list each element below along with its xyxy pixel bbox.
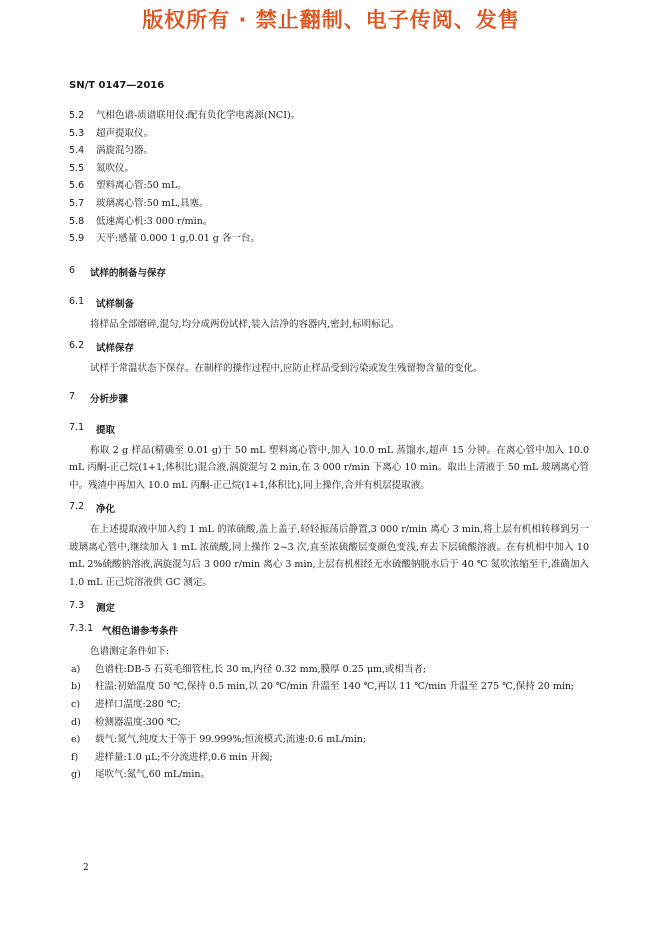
list-item: d) 检测器温度:300 ℃; (71, 716, 181, 728)
list-item: a) 色谱柱:DB-5 石英毛细管柱,长 30 m,内径 0.32 mm,膜厚 0.25 μm,或相当者; (71, 663, 427, 675)
section-6-heading: 6 试样的制备与保存 (69, 264, 167, 279)
document-body (69, 107, 589, 784)
list-item: 5.6 塑料离心管:50 mL。 (69, 180, 187, 192)
section-6-1-text: 将样品全部磨碎,混匀,均分成两份试样,装入洁净的容器内,密封,标明标记。 (90, 318, 400, 330)
conditions-intro: 色谱测定条件如下: (90, 646, 170, 658)
list-item: 5.7 玻璃离心管:50 mL,具塞。 (69, 197, 209, 209)
section-6-2-heading: 6.2 试样保存 (69, 340, 135, 355)
copyright-banner: 版权所有 · 禁止翻制、电子传阅、发售 (142, 8, 520, 32)
section-7-2-heading: 7.2 净化 (69, 501, 116, 516)
section-7-1-text: 称取 2 g 样品(精确至 0.01 g)于 50 mL 塑料离心管中,加入 10.0 mL 蒸馏水,超声 15 分钟。在离心管中加入 10.0 mL 丙酮-正己烷(1+1,体积比)混合液,涡旋混匀 2 min,在 3 000 r/min 下离心 10 min。取出上清液于 50 mL 玻璃离心管中。残渣中再加入 10.0 mL 丙酮-正己烷(1+1,体积比),同上操作,合并有机层提取液。 (69, 444, 589, 491)
list-item: 5.8 低速离心机:3 000 r/min。 (69, 215, 213, 227)
section-6-1-heading: 6.1 试样制备 (69, 295, 135, 310)
section-6-2-text: 试样于常温状态下保存。在制样的操作过程中,应防止样品受到污染或发生残留物含量的变化。 (90, 363, 483, 375)
section-7-2-text: 在上述提取液中加入约 1 mL 的浓硫酸,盖上盖子,轻轻振荡后静置,3 000 r/min 离心 3 min,将上层有机相转移到另一玻璃离心管中,继续加入 1 mL 浓硫酸,同上操作 2~3 次,直至浓硫酸层变颜色变浅,弃去下层硫酸溶液。在有机相中加入 10 mL 2%硫酸钠溶液,涡旋混匀后 3 000 r/min 离心 3 min,上层有机相经无水硫酸钠脱水后于 40 ℃ 氮吹浓缩至干,准确加入 1.0 mL 正己烷溶液供 GC 测定。 (69, 524, 589, 588)
section-7-heading: 7 分析步骤 (69, 390, 129, 405)
list-item: 5.9 天平:感量 0.000 1 g,0.01 g 各一台。 (69, 233, 260, 245)
conditions-list (69, 661, 589, 784)
equipment-list (69, 107, 589, 248)
list-item: 5.2 气相色谱-质谱联用仪:配有负化学电离源(NCI)。 (69, 110, 301, 121)
standard-number: SN/T 0147—2016 (69, 80, 165, 91)
list-item: 5.3 超声提取仪。 (69, 127, 154, 139)
list-item: b) 柱温:初始温度 50 ℃,保持 0.5 min,以 20 ℃/min 升温至 140 ℃,再以 11 ℃/min 升温至 275 ℃,保持 20 min; (71, 681, 575, 693)
list-item: f) 进样量:1.0 μL;不分流进样,0.6 min 开阀; (71, 751, 273, 763)
section-7-3-heading: 7.3 测定 (69, 600, 116, 615)
section-7-3-1-heading: 7.3.1 气相色谱参考条件 (69, 623, 179, 638)
list-item: 5.4 涡旋混匀器。 (69, 145, 154, 157)
list-item: e) 载气:氮气,纯度大于等于 99.999%;恒流模式;流速:0.6 mL/min; (71, 734, 367, 746)
list-item: g) 尾吹气:氮气,60 mL/min。 (71, 769, 211, 781)
list-item: 5.5 氮吹仪。 (69, 162, 135, 174)
section-7-1-heading: 7.1 提取 (69, 421, 116, 436)
page-number: 2 (83, 863, 89, 873)
list-item: c) 进样口温度:280 ℃; (71, 698, 181, 710)
